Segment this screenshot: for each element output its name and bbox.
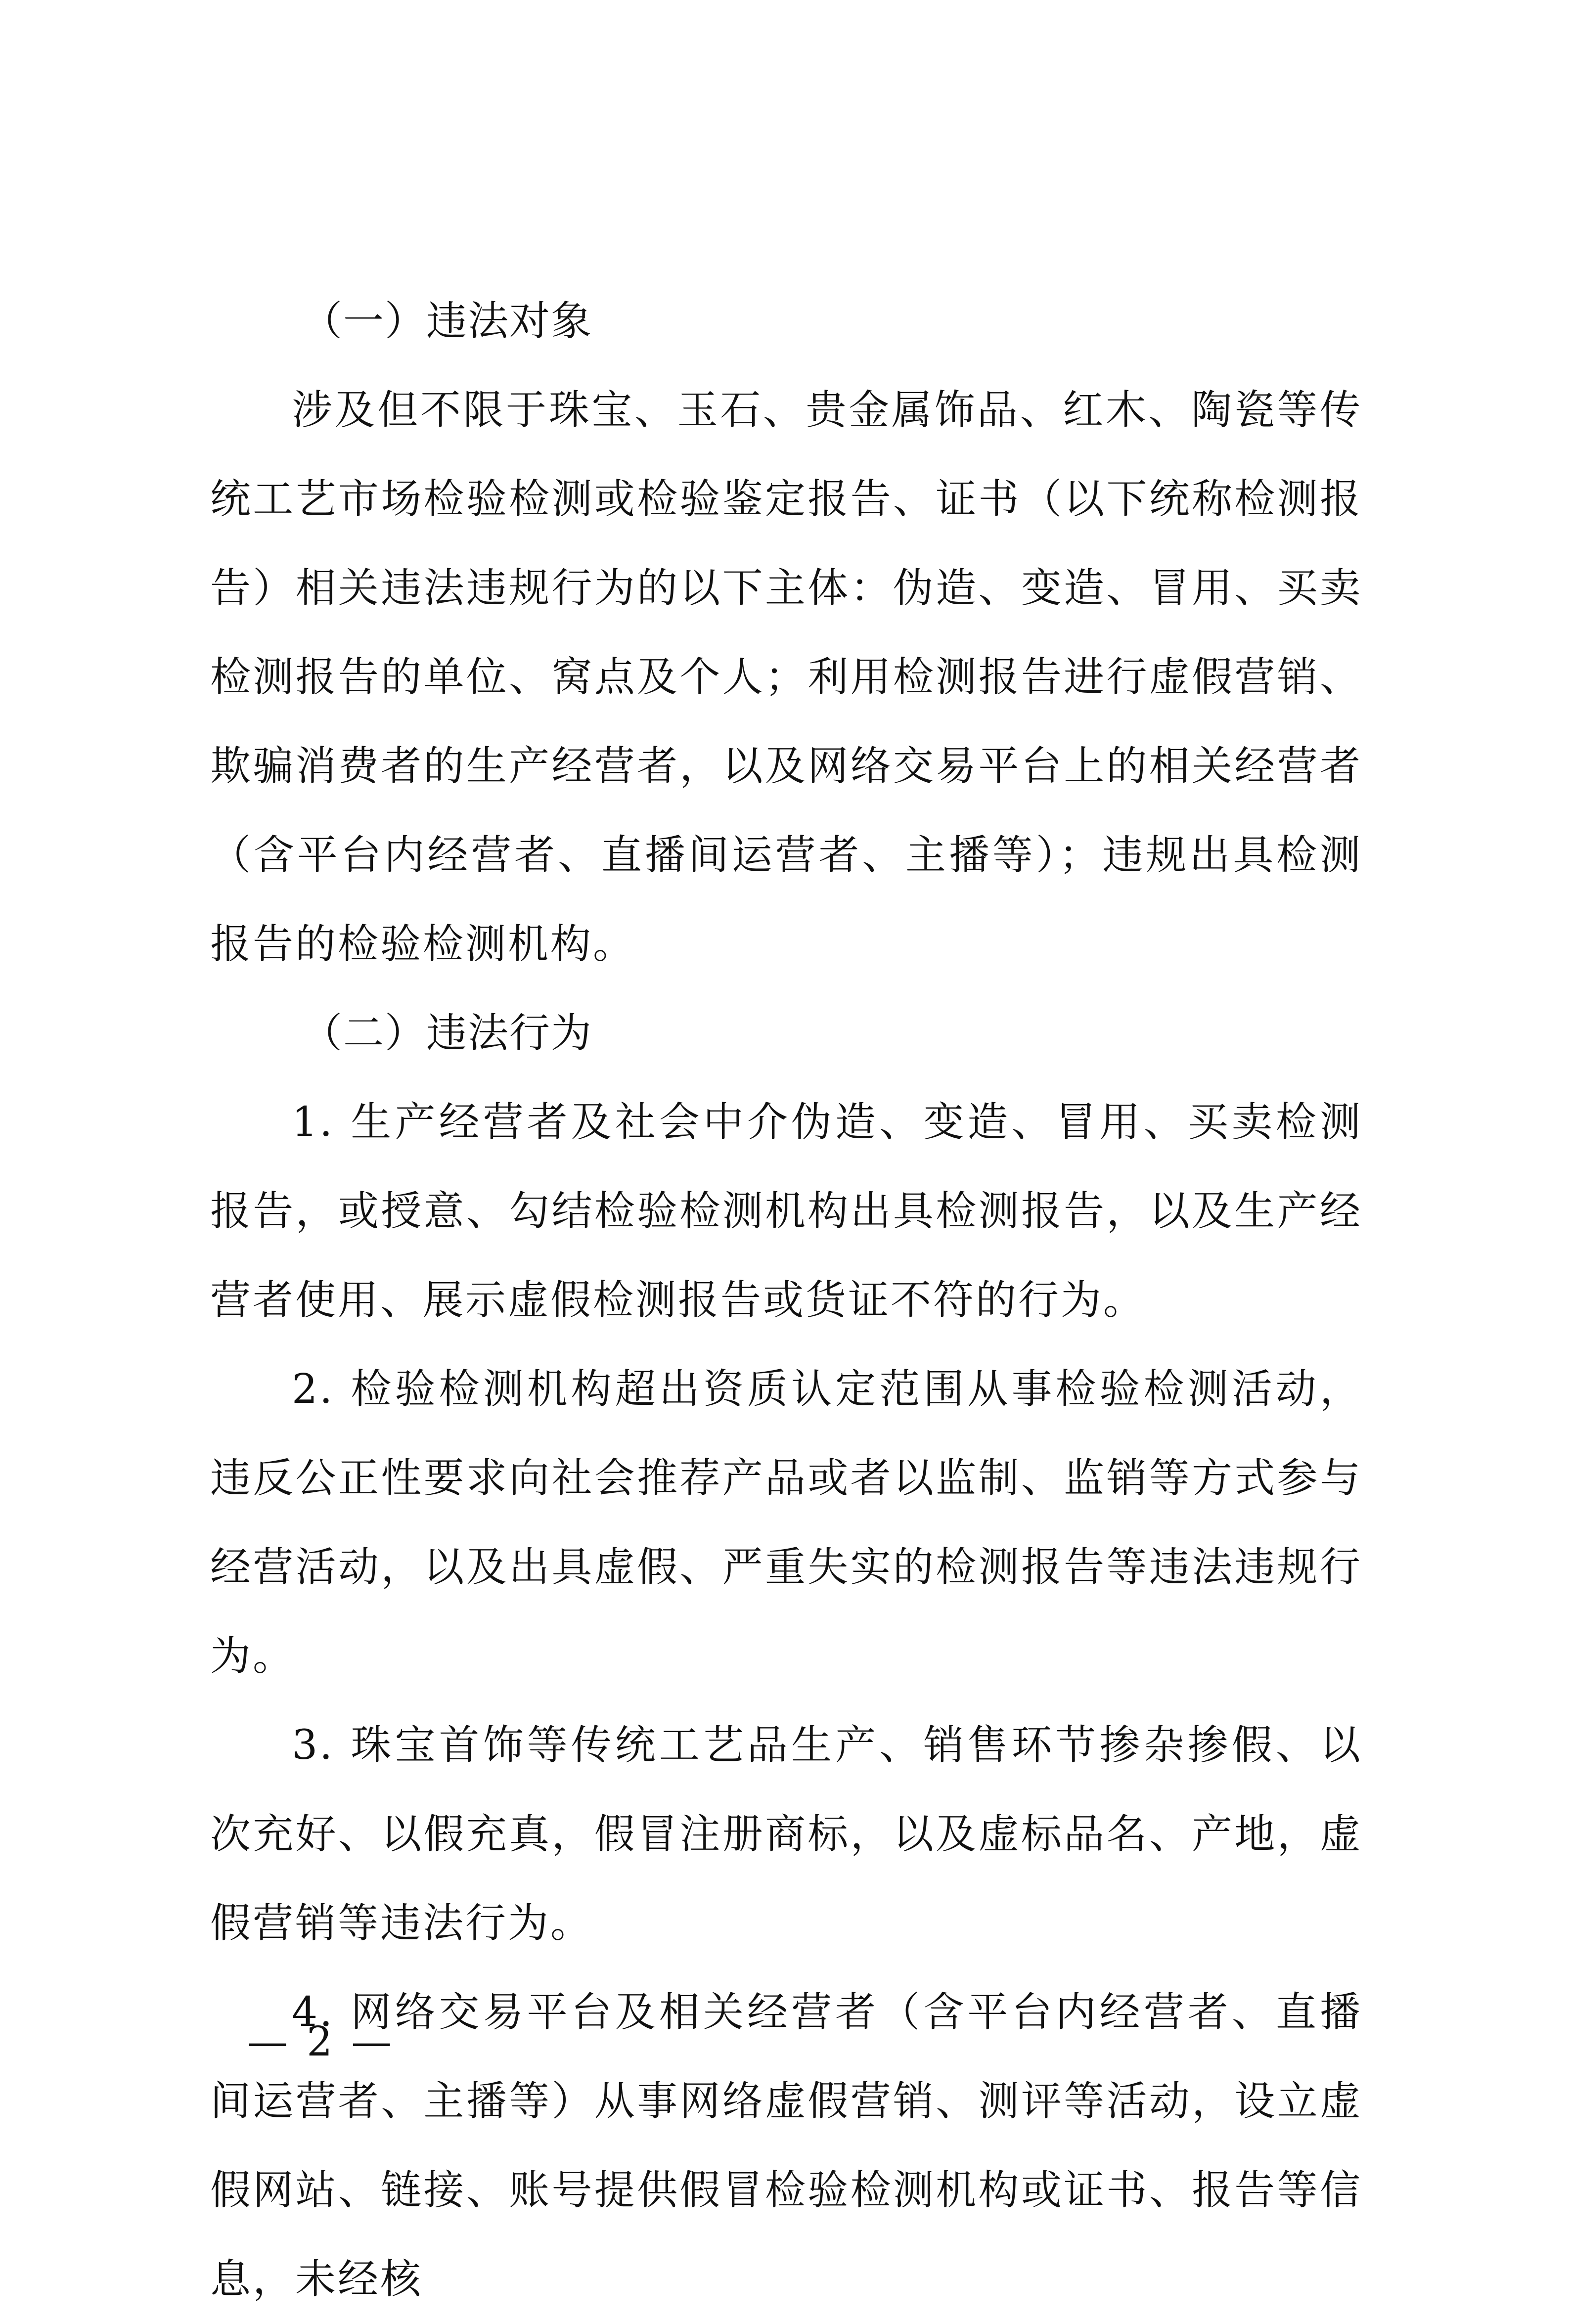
page-number: — 2 — xyxy=(247,2018,395,2065)
paragraph-violation-subjects: 涉及但不限于珠宝、玉石、贵金属饰品、红木、陶瓷等传统工艺市场检验检测或检验鉴定报告、证书（以下统称检测报告）相关违法违规行为的以下主体：伪造、变造、冒用、买卖检测报告的单位、窝点及个人；利用检测报告进行虚假营销、欺骗消费者的生产经营者，以及网络交易平台上的相关经营者（含平台内经营者、直播间运营者、主播等）；违规出具检测报告的检验检测机构。 xyxy=(210,387,1362,968)
document-body xyxy=(210,277,1362,2324)
list-item-violation-act-2: 2. 检验检测机构超出资质认定范围从事检验检测活动，违反公正性要求向社会推荐产品或者以监制、监销等方式参与经营活动，以及出具虚假、严重失实的检测报告等违法违规行为。 xyxy=(210,1366,1362,1680)
list-item-violation-act-3: 3. 珠宝首饰等传统工艺品生产、销售环节掺杂掺假、以次充好、以假充真，假冒注册商标，以及虚标品名、产地，虚假营销等违法行为。 xyxy=(210,1722,1362,1947)
section-heading-violation-acts: （二）违法行为 xyxy=(302,1010,593,1057)
list-item-violation-act-1: 1. 生产经营者及社会中介伪造、变造、冒用、买卖检测报告，或授意、勾结检验检测机构出具检测报告，以及生产经营者使用、展示虚假检测报告或货证不符的行为。 xyxy=(210,1099,1362,1324)
list-item-violation-act-4: 4. 网络交易平台及相关经营者（含平台内经营者、直播间运营者、主播等）从事网络虚假营销、测评等活动，设立虚假网站、链接、账号提供假冒检验检测机构或证书、报告等信息，未经核 xyxy=(210,1989,1362,2303)
section-heading-violation-subjects: （一）违法对象 xyxy=(302,298,593,345)
